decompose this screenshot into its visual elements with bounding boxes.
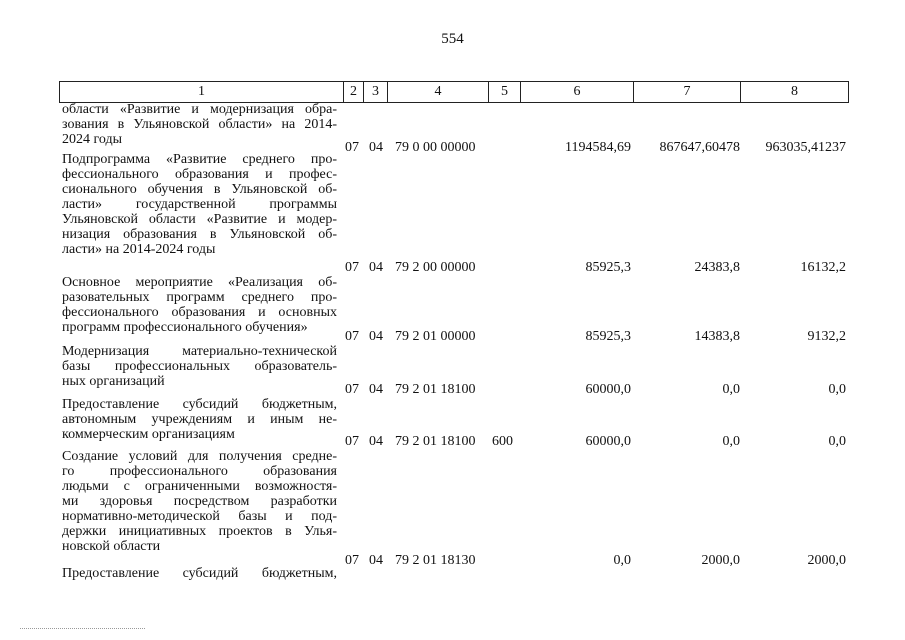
cell-amount-col7: 2000,0 — [701, 553, 740, 568]
cell-target-code: 79 2 01 18100 — [395, 382, 476, 397]
desc-line: сионального обучения в Ульяновской об- — [62, 182, 337, 197]
desc-line: ми здоровья посредством разработки — [62, 494, 337, 509]
cell-amount-col7: 24383,8 — [694, 260, 740, 275]
desc-line: ласти» государственной программы — [62, 197, 337, 212]
cell-subsection: 04 — [369, 260, 383, 275]
header-col-1: 1 — [198, 84, 205, 99]
cell-amount-col8: 963035,41237 — [765, 140, 846, 155]
desc-line: ласти» на 2014-2024 годы — [62, 242, 216, 257]
header-col-6: 6 — [520, 82, 633, 102]
desc-line: ных организаций — [62, 374, 165, 389]
desc-line: Основное мероприятие «Реализация об- — [62, 275, 337, 290]
desc-line: новской области — [62, 539, 161, 554]
desc-line: автономным учреждениям и иным не- — [62, 412, 337, 427]
cell-section: 07 — [345, 382, 359, 397]
cell-subsection: 04 — [369, 382, 383, 397]
cell-amount-col6: 0,0 — [613, 553, 631, 568]
desc-line: зования в Ульяновской области» на 2014- — [62, 117, 337, 132]
desc-line: Создание условий для получения средне- — [62, 449, 337, 464]
desc-line: Ульяновской области «Развитие и модер- — [62, 212, 337, 227]
row-description — [62, 152, 337, 257]
cell-target-code: 79 0 00 00000 — [395, 140, 476, 155]
cell-amount-col7: 867647,60478 — [659, 140, 740, 155]
cell-amount-col6: 60000,0 — [585, 382, 631, 397]
desc-line: 2024 годы — [62, 132, 123, 147]
desc-line: фессионального образования и основных — [62, 305, 337, 320]
row-description — [62, 397, 337, 442]
cell-target-code: 79 2 00 00000 — [395, 260, 476, 275]
desc-line: держки инициативных проектов в Улья- — [62, 524, 337, 539]
cell-amount-col6: 85925,3 — [585, 260, 631, 275]
cell-target-code: 79 2 01 00000 — [395, 329, 476, 344]
desc-line: низация образования в Ульяновской об- — [62, 227, 337, 242]
cell-amount-col6: 85925,3 — [585, 329, 631, 344]
cell-target-code: 79 2 01 18100 — [395, 434, 476, 449]
cell-section: 07 — [345, 140, 359, 155]
cell-amount-col8: 0,0 — [828, 434, 846, 449]
cell-amount-col7: 14383,8 — [694, 329, 740, 344]
header-col-2: 2 — [343, 82, 363, 102]
row-description — [62, 275, 337, 335]
row-description — [62, 102, 337, 147]
cell-amount-col7: 0,0 — [722, 382, 740, 397]
cell-section: 07 — [345, 553, 359, 568]
desc-line: программ профессионального обучения» — [62, 320, 308, 335]
desc-line: коммерческим организациям — [62, 427, 235, 442]
desc-line: Предоставление субсидий бюджетным, — [62, 566, 337, 581]
desc-line: нормативно-методической базы и под- — [62, 509, 337, 524]
row-description — [62, 449, 337, 554]
cell-amount-col8: 9132,2 — [807, 329, 846, 344]
desc-line: базы профессиональных образователь- — [62, 359, 337, 374]
cell-amount-col7: 0,0 — [722, 434, 740, 449]
row-description — [62, 344, 337, 389]
cell-section: 07 — [345, 434, 359, 449]
cell-target-code: 79 2 01 18130 — [395, 553, 476, 568]
desc-line: области «Развитие и модернизация обра- — [62, 102, 337, 117]
desc-line: фессионального образования и профес- — [62, 167, 337, 182]
header-col-3: 3 — [363, 82, 387, 102]
cell-subsection: 04 — [369, 553, 383, 568]
footer-rule — [20, 628, 145, 629]
desc-line: Предоставление субсидий бюджетным, — [62, 397, 337, 412]
desc-line: разовательных программ среднего про- — [62, 290, 337, 305]
cell-subsection: 04 — [369, 434, 383, 449]
cell-section: 07 — [345, 260, 359, 275]
row-description — [62, 566, 337, 581]
desc-line: людьми с ограниченными возможностя- — [62, 479, 337, 494]
header-col-7: 7 — [633, 82, 740, 102]
header-col-8: 8 — [740, 82, 848, 102]
cell-section: 07 — [345, 329, 359, 344]
cell-expense-type: 600 — [492, 434, 513, 449]
cell-amount-col6: 1194584,69 — [565, 140, 631, 155]
page-number: 554 — [441, 31, 464, 47]
desc-line: го профессионального образования — [62, 464, 337, 479]
header-col-4: 4 — [387, 82, 488, 102]
cell-amount-col8: 16132,2 — [800, 260, 846, 275]
cell-subsection: 04 — [369, 329, 383, 344]
header-col-5: 5 — [488, 82, 520, 102]
cell-amount-col6: 60000,0 — [585, 434, 631, 449]
cell-amount-col8: 0,0 — [828, 382, 846, 397]
cell-amount-col8: 2000,0 — [807, 553, 846, 568]
desc-line: Подпрограмма «Развитие среднего про- — [62, 152, 337, 167]
cell-subsection: 04 — [369, 140, 383, 155]
desc-line: Модернизация материально-технической — [62, 344, 337, 359]
